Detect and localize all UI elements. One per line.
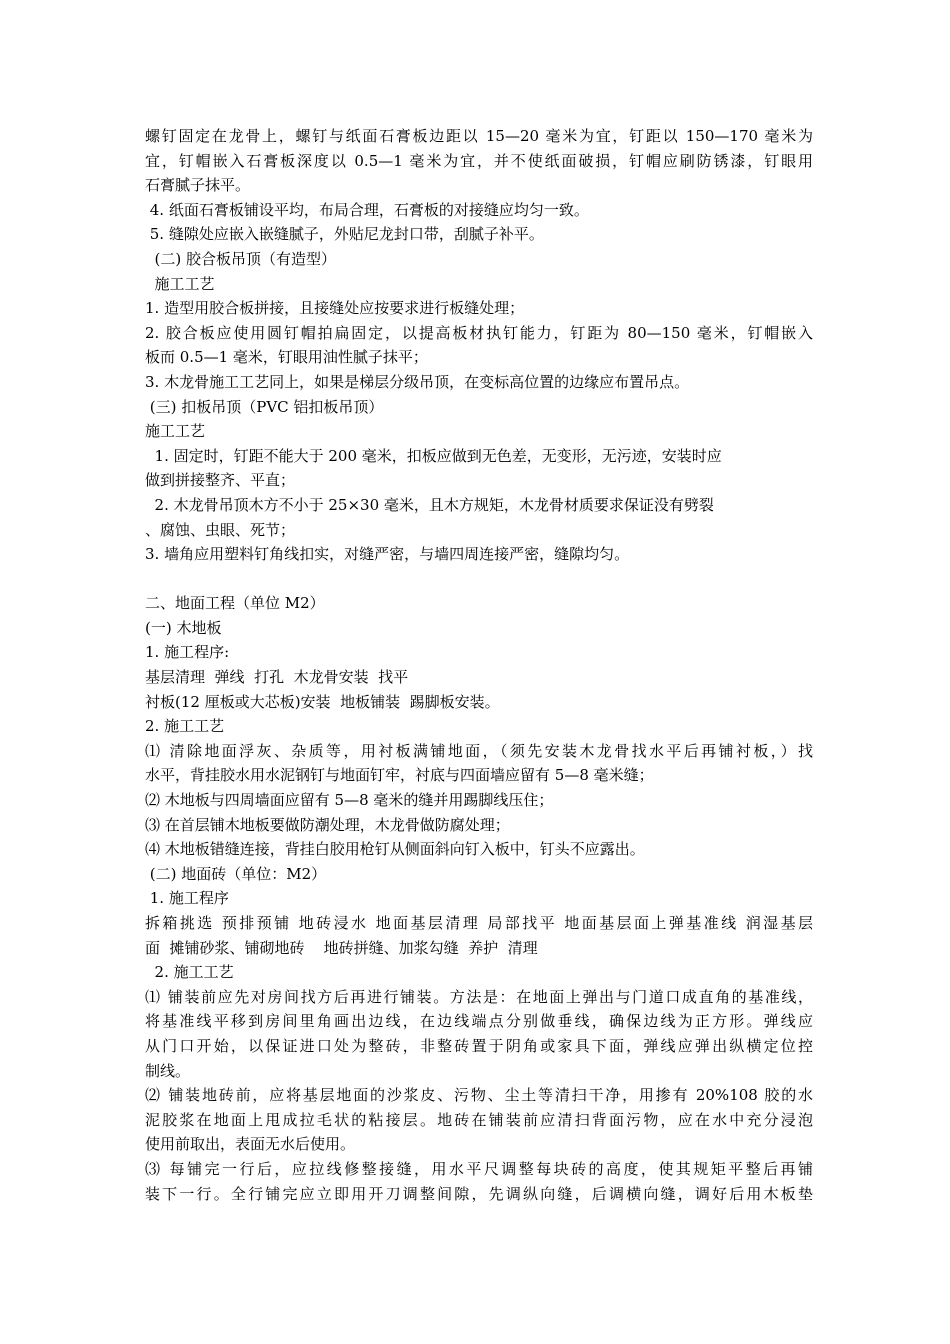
text-line: ⑶ 在首层铺木地板要做防潮处理，木龙骨做防腐处理； [145,815,510,834]
text-line: 3. 木龙骨施工工艺同上，如果是梯层分级吊顶，在变标高位置的边缘应布置吊点。 [145,372,690,391]
text-line: (二) 胶合板吊顶（有造型） [145,249,337,268]
text-line: 拆箱挑选 预排预铺 地砖浸水 地面基层清理 局部找平 地面基层面上弹基准线 润湿基层 [145,914,813,932]
text-line: 二、地面工程（单位 M2） [145,594,325,613]
text-line: 、腐蚀、虫眼、死节； [145,520,296,539]
text-line: 水平，背挂胶水用水泥钢钉与地面钉牢，衬底与四面墙应留有 5—8 毫米缝； [145,766,654,785]
text-line: 3. 墙角应用塑料钉角线扣实，对缝严密，与墙四周连接严密，缝隙均匀。 [145,545,630,564]
text-line: 1. 施工程序 [145,889,229,908]
text-line: 做到拼接整齐、平直； [145,471,296,490]
text-line: 2. 施工工艺 [145,963,234,982]
text-line: 衬板(12 厘板或大芯板)安装 地板铺装 踢脚板安装。 [145,692,500,711]
text-line: (二) 地面砖（单位：M2） [145,864,327,883]
text-line: 面 摊铺砂浆、铺砌地砖 地砖拼缝、加浆勾缝 养护 清理 [145,938,538,957]
text-line: 1. 施工程序: [145,643,230,662]
text-line: 将基准线平移到房间里角画出边线，在边线端点分别做垂线，确保边线为正方形。弹线应 [145,1012,813,1031]
text-line: 制线。 [145,1061,191,1080]
text-line: 2. 胶合板应使用圆钉帽拍扁固定，以提高板材执钉能力，钉距为 80—150 毫米，钉帽嵌入 [145,323,813,342]
text-line: 螺钉固定在龙骨上，螺钉与纸面石膏板边距以 15—20 毫米为宜，钉距以 150—170 毫米为 [145,127,813,145]
text-line: ⑴ 铺装前应先对房间找方后再进行铺装。方法是：在地面上弹出与门道口成直角的基准线， [145,987,813,1006]
text-line: 1. 造型用胶合板拼接，且接缝处应按要求进行板缝处理； [145,299,525,318]
text-line: ⑵ 铺装地砖前，应将基层地面的沙浆皮、污物、尘土等清扫干净，用掺有 20%108 胶的水 [145,1086,813,1105]
text-line: ⑷ 木地板错缝连接，背挂白胶用枪钉从侧面斜向钉入板中，钉头不应露出。 [145,840,645,859]
text-line: 2. 木龙骨吊顶木方不小于 25×30 毫米，且木方规矩，木龙骨材质要求保证没有劈裂 [145,495,714,514]
text-line: 2. 施工工艺 [145,717,225,736]
text-line: (一) 木地板 [145,618,222,637]
text-line: 施工工艺 [145,422,206,441]
text-line: 宜，钉帽嵌入石膏板深度以 0.5—1 毫米为宜，并不使纸面破损，钉帽应刷防锈漆，钉眼用 [145,151,813,170]
document-body [145,124,813,1206]
text-line: 施工工艺 [145,274,215,293]
text-line: ⑴ 清除地面浮灰、杂质等，用衬板满铺地面，（须先安装木龙骨找水平后再铺衬板，）找 [145,741,813,760]
text-line: 使用前取出，表面无水后使用。 [145,1135,356,1154]
text-line: 4. 纸面石膏板铺设平均，布局合理，石膏板的对接缝应均匀一致。 [145,200,589,219]
text-line: ⑵ 木地板与四周墙面应留有 5—8 毫米的缝并用踢脚线压住； [145,791,554,810]
text-line: 板而 0.5—1 毫米，钉眼用油性腻子抹平； [145,348,428,367]
text-line: 5. 缝隙处应嵌入嵌缝腻子，外贴尼龙封口带，刮腻子补平。 [145,225,544,244]
blank-line [145,567,813,592]
text-line: 1. 固定时，钉距不能大于 200 毫米，扣板应做到无色差，无变形，无污迹，安装时应 [145,446,722,465]
text-line: 泥胶浆在地面上甩成拉毛状的粘接层。地砖在铺装前应清扫背面污物，应在水中充分浸泡 [145,1110,813,1129]
text-line: ⑶ 每铺完一行后，应拉线修整接缝，用水平尺调整每块砖的高度，使其规矩平整后再铺 [145,1159,813,1178]
text-line: 基层清理 弹线 打孔 木龙骨安装 找平 [145,668,409,687]
text-line: 石膏腻子抹平。 [145,176,251,195]
text-line: (三) 扣板吊顶（PVC 铝扣板吊顶） [145,397,384,416]
text-line: 装下一行。全行铺完应立即用开刀调整间隙，先调纵向缝，后调横向缝，调好后用木板垫 [145,1184,813,1203]
text-line: 从门口开始，以保证进口处为整砖，非整砖置于阴角或家具下面，弹线应弹出纵横定位控 [145,1036,813,1055]
